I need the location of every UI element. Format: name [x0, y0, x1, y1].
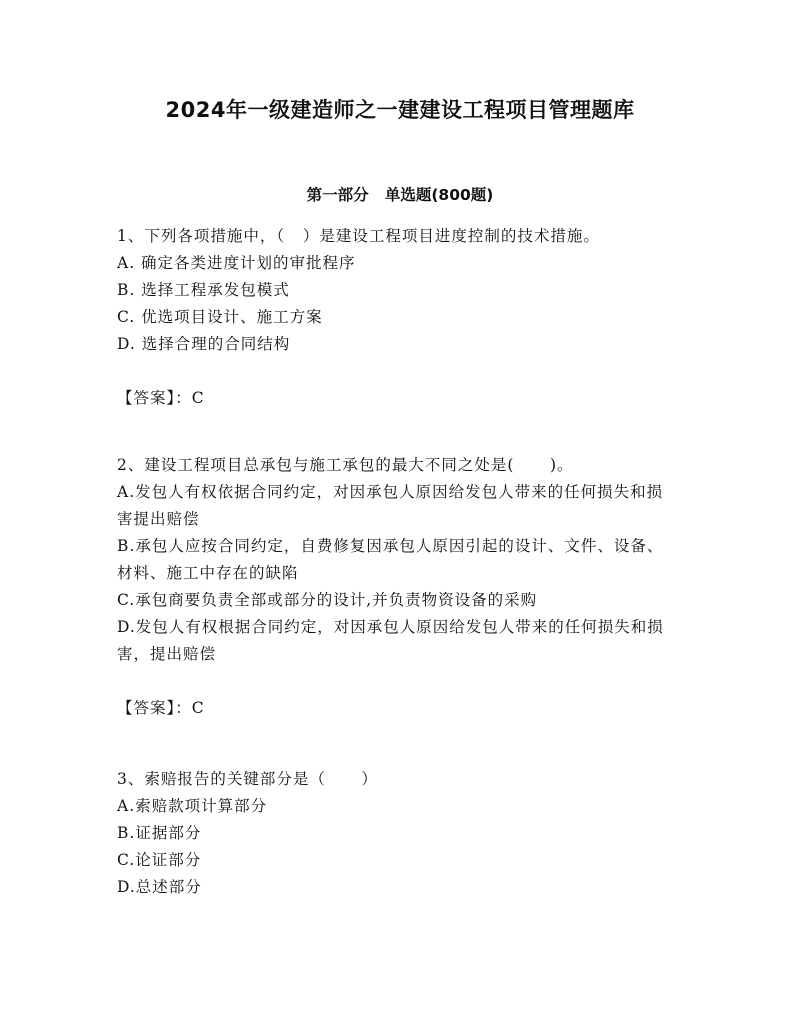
- document-title: 2024年一级建造师之一建建设工程项目管理题库: [165, 98, 635, 122]
- option-d: D.总述部分: [117, 878, 202, 896]
- option-d: D. 选择合理的合同结构: [117, 335, 291, 353]
- question-2: [117, 452, 677, 722]
- answer-value: C: [191, 699, 205, 717]
- answer-value: C: [191, 389, 205, 407]
- option-b: B.承包人应按合同约定，自费修复因承包人原因引起的设计、文件、设备、材料、施工中存在的缺陷: [117, 537, 664, 582]
- answer-line: [117, 695, 677, 722]
- option-c: C.承包商要负责全部或部分的设计,并负责物资设备的采购: [117, 591, 538, 609]
- option-d: D.发包人有权根据合同约定，对因承包人原因给发包人带来的任何损失和损害，提出赔偿: [117, 618, 664, 663]
- option-c: C.论证部分: [117, 851, 202, 869]
- answer-label: 【答案】：: [117, 699, 192, 717]
- section-heading: 第一部分 单选题(800题): [306, 186, 494, 204]
- question-stem: 1、下列各项措施中，（ ）是建设工程项目进度控制的技术措施。: [117, 227, 600, 245]
- option-a: A.发包人有权依据合同约定，对因承包人原因给发包人带来的任何损失和损害提出赔偿: [117, 483, 664, 528]
- option-a: A.索赔款项计算部分: [117, 797, 268, 815]
- option-b: B. 选择工程承发包模式: [117, 281, 290, 299]
- answer-line: [117, 385, 677, 412]
- option-a: A. 确定各类进度计划的审批程序: [117, 254, 356, 272]
- question-stem: 2、建设工程项目总承包与施工承包的最大不同之处是( )。: [117, 456, 574, 474]
- option-c: C. 优选项目设计、施工方案: [117, 308, 323, 326]
- option-b: B.证据部分: [117, 824, 202, 842]
- question-stem: 3、索赔报告的关键部分是（ ）: [117, 770, 378, 788]
- question-1: [117, 223, 677, 412]
- answer-label: 【答案】：: [117, 389, 192, 407]
- question-3: [117, 766, 677, 901]
